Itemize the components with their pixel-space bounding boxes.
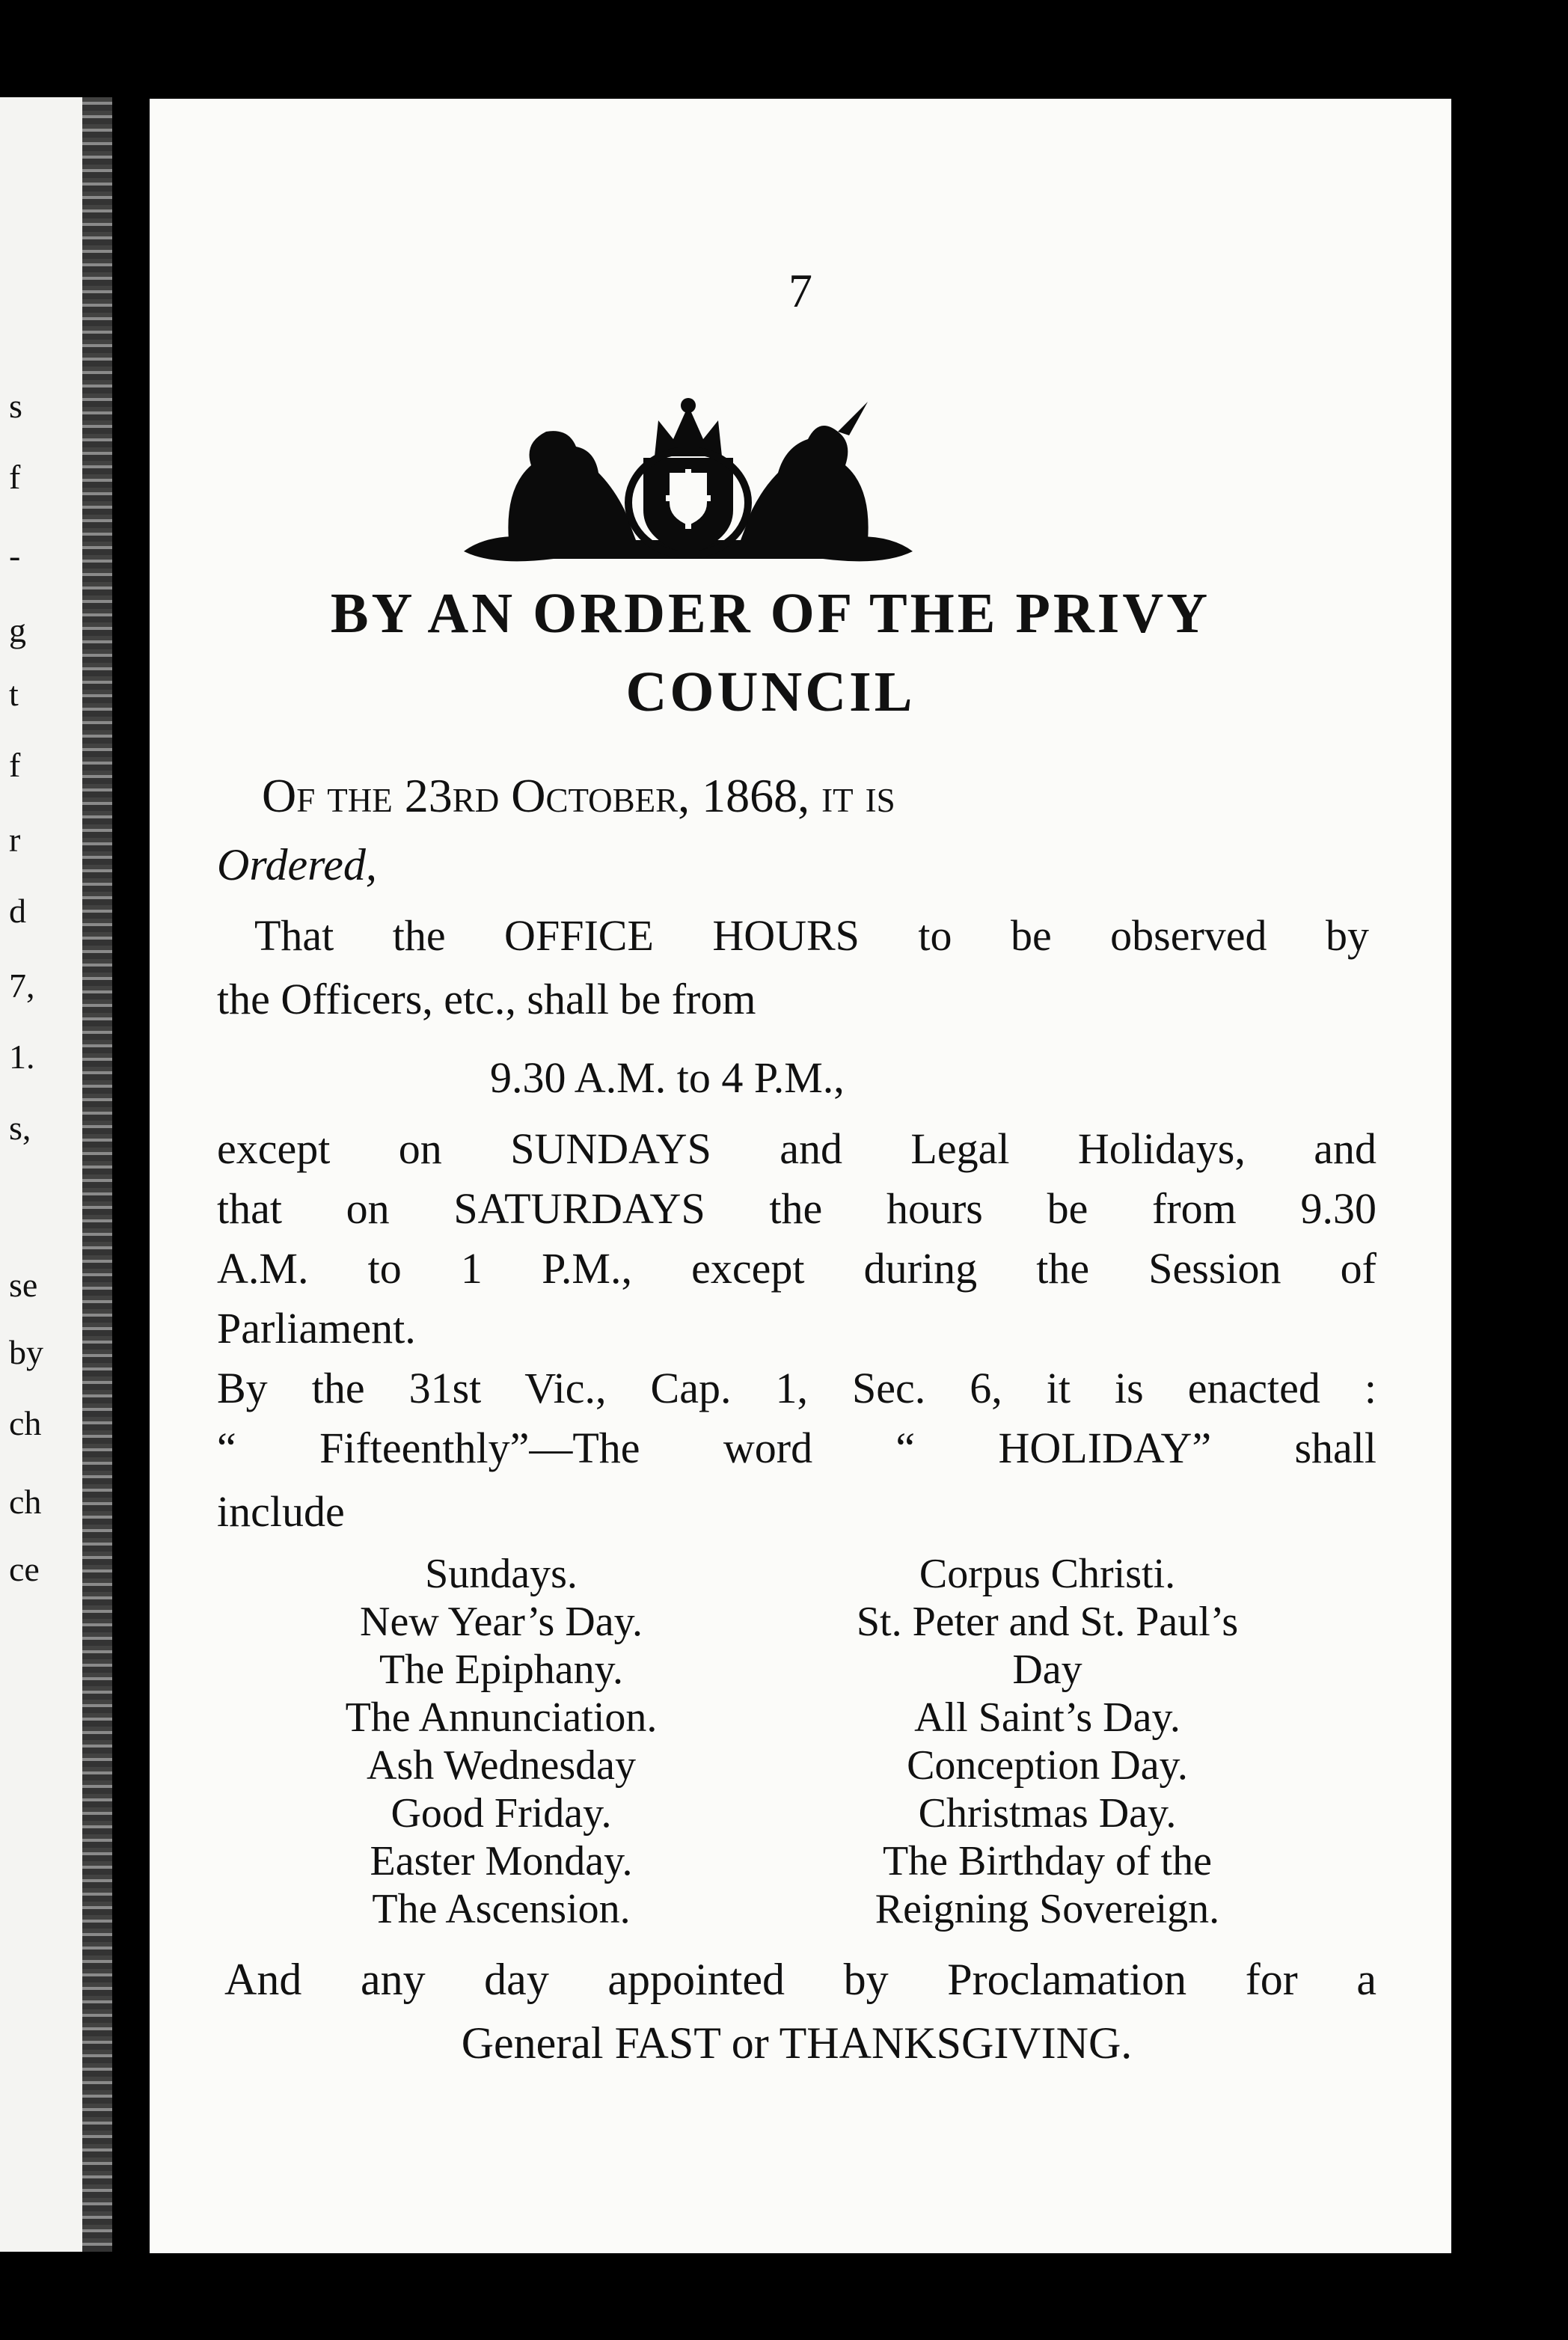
document-page (150, 99, 1451, 2253)
holiday-item: Day (1012, 1647, 1082, 1693)
adjacent-page-fragment: se (9, 1266, 38, 1304)
holiday-item: Christmas Day. (918, 1790, 1177, 1837)
adjacent-page-fragment: s, (9, 1109, 31, 1147)
holiday-item: Reigning Sovereign. (875, 1886, 1220, 1932)
holiday-item: Good Friday. (391, 1790, 612, 1837)
holiday-item: Easter Monday. (370, 1838, 633, 1884)
body-line: A.M. to 1 P.M., except during the Session of (217, 1244, 1376, 1293)
page-number: 7 (788, 264, 812, 317)
body-line: By the 31st Vic., Cap. 1, Sec. 6, it is enacted : (217, 1364, 1376, 1412)
holiday-item: Conception Day. (907, 1742, 1188, 1789)
adjacent-page-fragment: - (9, 536, 21, 575)
page-gutter (82, 97, 112, 2252)
holidays-left-column (239, 1550, 763, 1933)
date-line: Of the 23rd October, 1868, it is (262, 769, 895, 822)
adjacent-page (0, 97, 112, 2252)
adjacent-page-fragment: 1. (9, 1038, 35, 1076)
holiday-item: The Annunciation. (345, 1694, 658, 1741)
holiday-item: The Ascension. (372, 1886, 631, 1932)
adjacent-page-fragment: ch (9, 1404, 42, 1442)
heading-line-2: COUNCIL (625, 661, 916, 723)
body-line: That the OFFICE HOURS to be observed by (254, 911, 1369, 960)
heading-line-1: BY AN ORDER OF THE PRIVY (330, 582, 1211, 645)
body-line: the Officers, etc., shall be from (217, 975, 756, 1023)
adjacent-page-fragment: 7, (9, 967, 35, 1005)
ordered-text: Ordered, (217, 840, 377, 889)
adjacent-page-fragment: f (9, 746, 21, 784)
royal-coat-of-arms-icon (464, 398, 913, 578)
body-line: include (217, 1487, 345, 1536)
adjacent-page-fragment: f (9, 458, 21, 496)
office-hours: 9.30 A.M. to 4 P.M., (490, 1053, 845, 1102)
holiday-item: All Saint’s Day. (914, 1694, 1180, 1741)
holiday-item: St. Peter and St. Paul’s (856, 1599, 1239, 1645)
adjacent-page-fragment: s (9, 387, 22, 425)
adjacent-page-fragment: by (9, 1333, 43, 1371)
body-line: Parliament. (217, 1304, 416, 1353)
adjacent-page-fragment: g (9, 611, 26, 649)
closing-line: And any day appointed by Proclamation for a (224, 1955, 1376, 2004)
holiday-item: Corpus Christi. (919, 1551, 1176, 1597)
adjacent-page-fragment: d (9, 892, 26, 930)
holiday-item: Ash Wednesday (367, 1742, 636, 1789)
holidays-right-column (785, 1550, 1309, 1933)
holiday-item: The Epiphany. (379, 1647, 624, 1693)
holiday-item: Sundays. (425, 1551, 578, 1597)
body-line: except on SUNDAYS and Legal Holidays, and (217, 1124, 1376, 1173)
adjacent-page-fragment: ch (9, 1483, 42, 1521)
adjacent-page-fragment: ce (9, 1550, 40, 1588)
adjacent-page-fragment: r (9, 821, 21, 859)
holiday-item: The Birthday of the (882, 1838, 1213, 1884)
holiday-item: New Year’s Day. (360, 1599, 643, 1645)
adjacent-page-fragment: t (9, 675, 19, 713)
body-line: “ Fifteenthly”—The word “ HOLIDAY” shall (217, 1424, 1376, 1472)
body-line: that on SATURDAYS the hours be from 9.30 (217, 1184, 1376, 1233)
closing-line: General FAST or THANKSGIVING. (461, 2018, 1133, 2068)
